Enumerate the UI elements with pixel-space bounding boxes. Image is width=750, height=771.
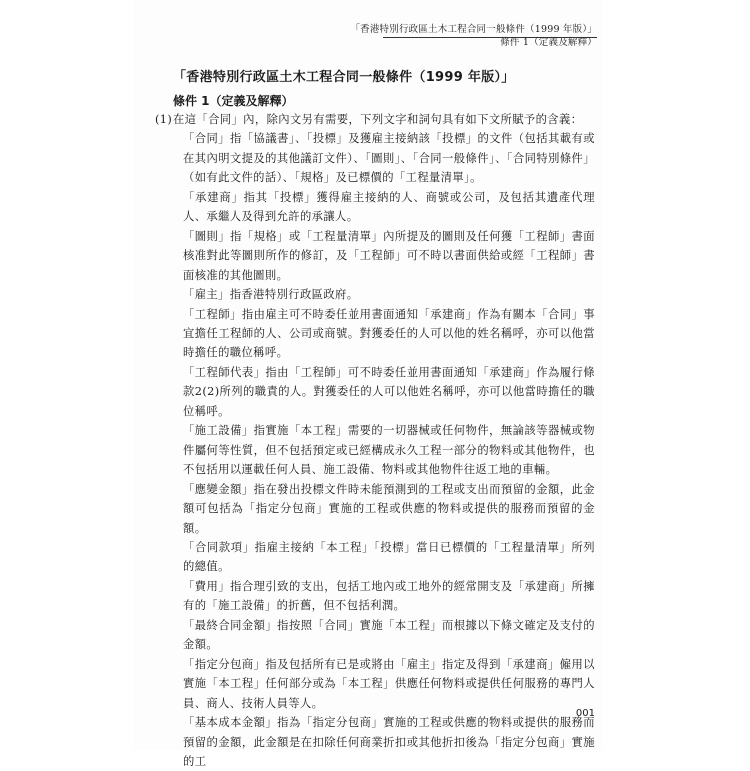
definition-engineer: 「工程師」指由雇主可不時委任並用書面通知「承建商」作為有關本「合同」事宜擔任工程師的人、公司或商號。對獲委任的人可以他的姓名稱呼，亦可以他當時擔任的職位稱呼。 — [183, 307, 595, 360]
definition-drawings: 「圖則」指「規格」或「工程量清單」內所提及的圖則及任何獲「工程師」書面核准對此等圖則所作的修訂，及「工程師」可不時以書面供給或經「工程師」書面核准的其他圖則。 — [183, 229, 595, 282]
definition-cost: 「費用」指合理引致的支出，包括工地內或工地外的經常開支及「承建商」所擁有的「施工設備」的折舊，但不包括利潤。 — [183, 579, 595, 613]
running-header — [297, 23, 597, 49]
clause-heading: 條件 1（定義及解釋） — [173, 94, 294, 108]
definition-final-contract-sum: 「最終合同金額」指按照「合同」實施「本工程」而根據以下條文確定及支付的金額。 — [183, 618, 595, 652]
definition-contract-sum: 「合同款項」指雇主接納「本工程」「投標」當日已標價的「工程量清單」所列的總值。 — [183, 540, 595, 574]
definition-contract: 「合同」指「協議書」、「投標」及獲雇主接納該「投標」的文件（包括其載有或在其內明文提及的其他議訂文件）、「圖則」、「合同一般條件」、「合同特別條件」（如有此文件的話）、「規格」及已標價的「工程量清單」。 — [183, 132, 595, 185]
definition-contractor: 「承建商」指其「投標」獲得雇主接納的人、商號或公司，及包括其遺產代理人、承繼人及得到允許的承讓人。 — [183, 190, 595, 224]
page-number: 001 — [575, 708, 595, 719]
document-page — [133, 0, 603, 768]
intro-paragraph — [155, 110, 595, 129]
definition-engineers-representative: 「工程師代表」指由「工程師」可不時委任並用書面通知「承建商」作為履行條款2(2)所列的職責的人。對獲委任的人可以他姓名稱呼，亦可以他當時擔任的職位稱呼。 — [183, 365, 595, 418]
definition-constructional-plant: 「施工設備」指實施「本工程」需要的一切器械或任何物件，無論該等器械或物件屬何等性質，但不包括預定或已經構成永久工程一部分的物料或其他物件，也不包括用以運載任何人員、施工設備、物料或其他物件往返工地的車輛。 — [183, 424, 595, 477]
intro-text: 在這「合同」內，除內文另有需要，下列文字和詞句具有如下文所賦予的含義： — [173, 113, 583, 126]
clause-body — [155, 110, 595, 771]
running-subtitle: 條件 1（定義及解釋） — [500, 37, 597, 48]
running-title: 「香港特別行政區土木工程合同一般條件（1999 年版）」 — [350, 24, 597, 35]
definition-contingency-sum: 「應變金額」指在發出投標文件時未能預測到的工程或支出而預留的金額，此金額可包括為「指定分包商」實施的工程或供應的物料或提供的服務而預留的金額。 — [183, 482, 595, 535]
header-rule — [383, 37, 597, 38]
definition-nominated-subcontractor: 「指定分包商」指及包括所有已是或將由「雇主」指定及得到「承建商」僱用以實施「本工程」任何部分或為「本工程」供應任何物料或提供任何服務的專門人員、商人、技術人員等人。 — [183, 657, 595, 710]
definition-prime-cost-sum: 「基本成本金額」指為「指定分包商」實施的工程或供應的物料或提供的服務而預留的金額，此金額是在扣除任何商業折扣或其他折扣後為「指定分包商」實施的工 — [183, 716, 595, 768]
intro-number: (1) — [155, 113, 173, 126]
definition-employer: 「雇主」指香港特別行政區政府。 — [183, 288, 359, 302]
document-title: 「香港特別行政區土木工程合同一般條件（1999 年版）」 — [173, 70, 515, 85]
